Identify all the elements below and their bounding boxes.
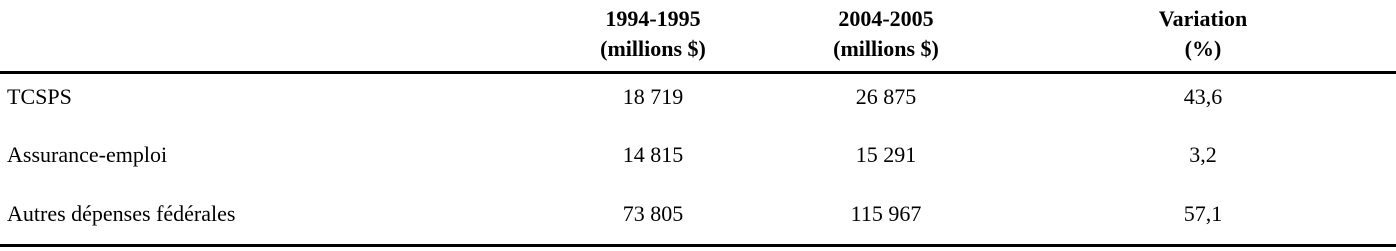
row-label: TCSPS: [7, 84, 72, 109]
cell-1994-1995: 73 805: [622, 201, 684, 226]
header-divider: [0, 71, 1396, 74]
column-header-unit: (%): [1184, 36, 1222, 61]
column-header-line: Variation: [1158, 6, 1248, 31]
column-header-line: 2004-2005: [838, 6, 934, 31]
cell-2004-2005: 15 291: [855, 142, 917, 167]
column-header-unit: (millions $): [833, 36, 939, 61]
cell-variation: 57,1: [1183, 201, 1223, 226]
column-header-unit: (millions $): [600, 36, 706, 61]
column-header-line: 1994-1995: [605, 6, 701, 31]
cell-variation: 3,2: [1189, 142, 1217, 167]
column-header-variation: [1010, 4, 1396, 64]
table-row: [0, 82, 1396, 112]
cell-1994-1995: 18 719: [622, 84, 684, 109]
column-header-1994-1995: [535, 4, 771, 64]
cell-1994-1995: 14 815: [622, 142, 684, 167]
row-label: Autres dépenses fédérales: [7, 201, 236, 226]
cell-2004-2005: 115 967: [850, 201, 922, 226]
row-label: Assurance-emploi: [7, 142, 168, 167]
column-header-2004-2005: [768, 4, 1004, 64]
table-bottom-rule: [0, 244, 1396, 247]
cell-2004-2005: 26 875: [855, 84, 917, 109]
table-row: [0, 199, 1396, 229]
cell-variation: 43,6: [1183, 84, 1223, 109]
table-row: [0, 140, 1396, 170]
